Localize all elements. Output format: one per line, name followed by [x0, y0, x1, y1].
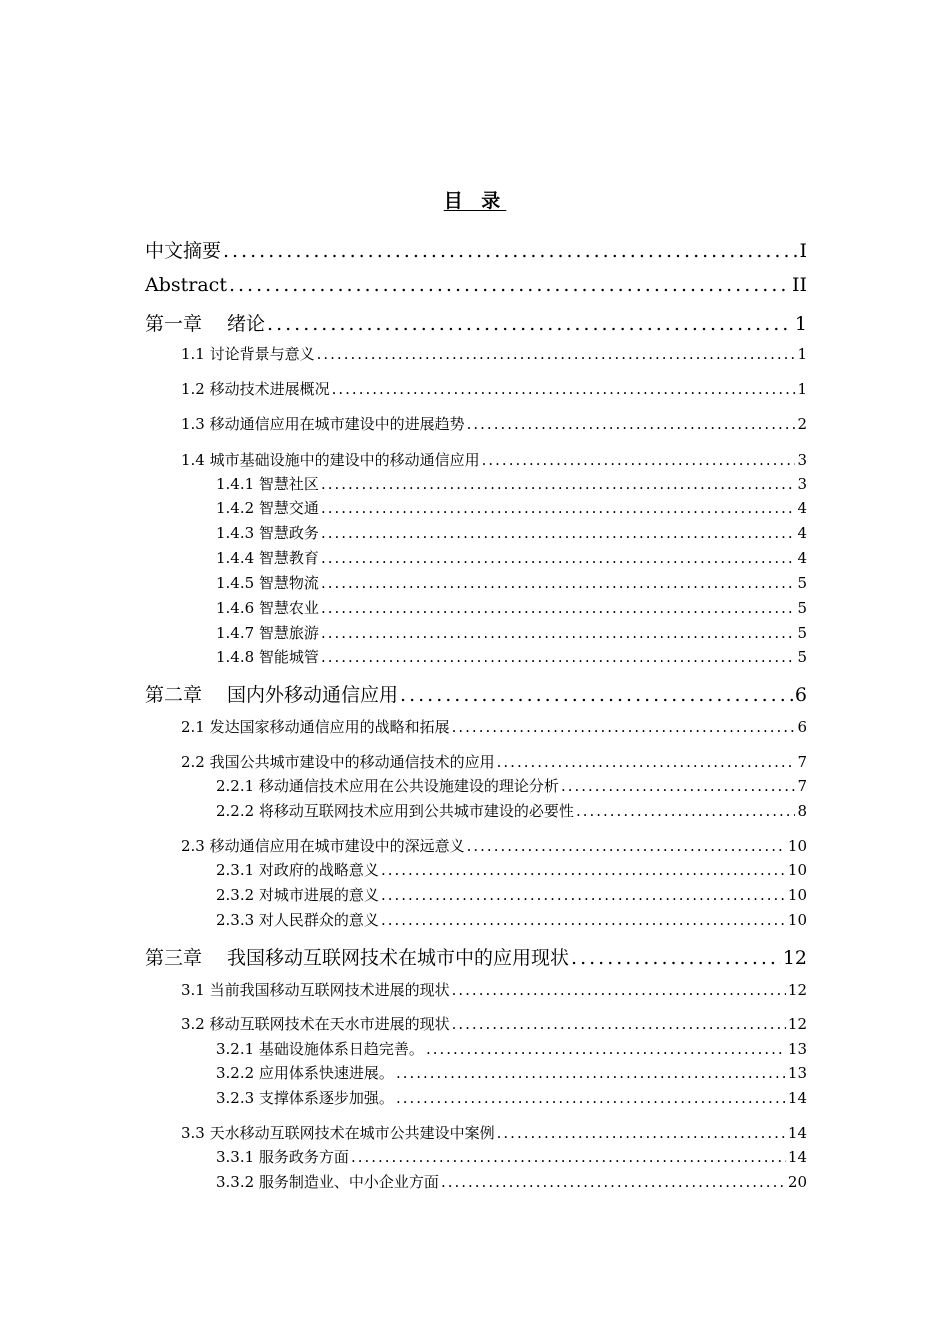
toc-entry-page: 3	[797, 451, 807, 469]
dot-leader	[400, 684, 793, 706]
dot-leader	[321, 499, 796, 517]
dot-leader	[497, 1124, 786, 1142]
toc-entry-page: 8	[797, 802, 807, 820]
toc-entry[interactable]	[181, 343, 807, 363]
toc-entry[interactable]	[216, 646, 807, 666]
toc-entry[interactable]	[216, 1146, 807, 1166]
toc-entry-page: 1	[797, 380, 807, 398]
toc-entry[interactable]	[216, 597, 807, 617]
toc-entry-label: 2.2.1 移动通信技术应用在公共设施建设的理论分析	[216, 777, 559, 795]
toc-entry-page: 14	[787, 1089, 807, 1107]
toc-entry[interactable]	[181, 449, 807, 469]
toc-entry-page: 10	[787, 861, 807, 879]
toc-entry-page: 4	[797, 499, 807, 517]
toc-entry-label: 1.4.3 智慧政务	[216, 524, 319, 542]
dot-leader	[467, 837, 786, 855]
toc-entry-page: 5	[797, 574, 807, 592]
toc-entry-page: 12	[787, 981, 807, 999]
dot-leader	[467, 415, 796, 433]
toc-entry[interactable]	[216, 884, 807, 904]
toc-entry[interactable]	[181, 378, 807, 398]
toc-entry-page: 13	[787, 1040, 807, 1058]
toc-entry[interactable]	[216, 547, 807, 567]
toc-entry[interactable]	[145, 309, 807, 335]
toc-entry[interactable]	[216, 859, 807, 879]
toc-entry-page: 7	[797, 777, 807, 795]
toc-entry-page: 3	[797, 475, 807, 493]
toc-entry[interactable]	[181, 835, 807, 855]
dot-leader	[396, 1064, 786, 1082]
toc-entry[interactable]	[181, 716, 807, 736]
toc-entry-label: 2.3 移动通信应用在城市建设中的深远意义	[181, 837, 465, 855]
toc-entry-label: 3.3.2 服务制造业、中小企业方面	[216, 1173, 439, 1191]
dot-leader	[497, 753, 796, 771]
toc-entry[interactable]	[145, 680, 807, 706]
dot-leader	[332, 380, 796, 398]
toc-entry-label: 1.4.6 智慧农业	[216, 599, 319, 617]
toc-entry-label: 3.2.2 应用体系快速进展。	[216, 1064, 394, 1082]
toc-entry-page: 7	[797, 753, 807, 771]
dot-leader	[229, 274, 790, 296]
toc-entry[interactable]	[216, 572, 807, 592]
toc-entry-label: 第三章 我国移动互联网技术在城市中的应用现状	[145, 947, 570, 969]
toc-entry[interactable]	[216, 800, 807, 820]
toc-entry-page: 10	[787, 911, 807, 929]
dot-leader	[267, 313, 793, 335]
toc-entry-page: 4	[797, 549, 807, 567]
toc-entry-page: 4	[797, 524, 807, 542]
dot-leader	[381, 861, 786, 879]
dot-leader	[321, 624, 796, 642]
toc-entry-page: 1	[794, 313, 807, 335]
dot-leader	[321, 574, 796, 592]
toc-entry-label: 2.1 发达国家移动通信应用的战略和拓展	[181, 718, 450, 736]
dot-leader	[381, 886, 786, 904]
toc-entry-label: 1.4.5 智慧物流	[216, 574, 319, 592]
page-title: 目 录	[443, 190, 507, 212]
toc-entry-label: 3.1 当前我国移动互联网技术进展的现状	[181, 981, 450, 999]
dot-leader	[321, 475, 796, 493]
toc-entry-label: 3.2.1 基础设施体系日趋完善。	[216, 1040, 424, 1058]
toc-entry[interactable]	[216, 909, 807, 929]
dot-leader	[321, 599, 796, 617]
toc-entry-label: 1.4.1 智慧社区	[216, 475, 319, 493]
toc-entry-label: 第一章 绪论	[145, 313, 266, 335]
dot-leader	[561, 777, 796, 795]
dot-leader	[396, 1089, 786, 1107]
dot-leader	[452, 981, 786, 999]
toc-entry-label: 1.4.8 智能城管	[216, 648, 319, 666]
toc-entry-page: II	[791, 274, 807, 296]
dot-leader	[452, 1015, 786, 1033]
toc-entry-label: 1.4 城市基础设施中的建设中的移动通信应用	[181, 451, 480, 469]
dot-leader	[576, 802, 796, 820]
toc-entry-page: 6	[797, 718, 807, 736]
toc-entry-label: 1.4.4 智慧教育	[216, 549, 319, 567]
toc-entry[interactable]	[181, 979, 807, 999]
toc-entry-label: 1.4.7 智慧旅游	[216, 624, 319, 642]
toc-entry-page: 20	[787, 1173, 807, 1191]
toc-entry-label: Abstract	[145, 274, 227, 296]
toc-entry-page: 5	[797, 648, 807, 666]
toc-entry-label: 1.1 讨论背景与意义	[181, 345, 315, 363]
dot-leader	[452, 718, 796, 736]
toc-entry[interactable]	[181, 1013, 807, 1033]
toc-entry[interactable]	[216, 1062, 807, 1082]
toc-entry-page: 10	[787, 837, 807, 855]
toc-entry-label: 3.2 移动互联网技术在天水市进展的现状	[181, 1015, 450, 1033]
toc-entry-page: 13	[787, 1064, 807, 1082]
toc-entry[interactable]	[216, 1171, 807, 1191]
toc-entry-label: 第二章 国内外移动通信应用	[145, 684, 399, 706]
toc-entry-page: 5	[797, 599, 807, 617]
toc-entry[interactable]	[145, 943, 807, 969]
dot-leader	[441, 1173, 786, 1191]
toc-entry[interactable]	[216, 497, 807, 517]
toc-entry-page: 10	[787, 886, 807, 904]
dot-leader	[321, 549, 796, 567]
toc-entry-label: 1.4.2 智慧交通	[216, 499, 319, 517]
toc-entry-page: 14	[787, 1124, 807, 1142]
toc-entry[interactable]	[145, 236, 807, 262]
toc-entry[interactable]	[216, 775, 807, 795]
dot-leader	[317, 345, 796, 363]
toc-entry-label: 2.3.2 对城市进展的意义	[216, 886, 379, 904]
toc-entry-label: 中文摘要	[145, 240, 222, 262]
toc-entry[interactable]	[181, 1122, 807, 1142]
toc-entry[interactable]	[216, 522, 807, 542]
toc-entry[interactable]	[181, 751, 807, 771]
toc-entry-label: 1.3 移动通信应用在城市建设中的进展趋势	[181, 415, 465, 433]
dot-leader	[321, 648, 796, 666]
toc-entry-label: 3.2.3 支撑体系逐步加强。	[216, 1089, 394, 1107]
dot-leader	[381, 911, 786, 929]
toc-entry[interactable]	[216, 1087, 807, 1107]
toc-entry[interactable]	[216, 1038, 807, 1058]
toc-entry-page: 1	[797, 345, 807, 363]
toc-entry[interactable]	[216, 622, 807, 642]
toc-entry-label: 2.2.2 将移动互联网技术应用到公共城市建设的必要性	[216, 802, 574, 820]
toc-entry-label: 2.2 我国公共城市建设中的移动通信技术的应用	[181, 753, 495, 771]
dot-leader	[426, 1040, 786, 1058]
toc-entry-page: 2	[797, 415, 807, 433]
toc-entry-page: I	[799, 240, 807, 262]
toc-entry-page: 5	[797, 624, 807, 642]
dot-leader	[321, 524, 796, 542]
dot-leader	[482, 451, 796, 469]
toc-entry-label: 3.3.1 服务政务方面	[216, 1148, 349, 1166]
toc-entry-label: 1.2 移动技术进展概况	[181, 380, 330, 398]
toc-entry[interactable]	[181, 413, 807, 433]
toc-entry-label: 2.3.3 对人民群众的意义	[216, 911, 379, 929]
toc-entry[interactable]	[216, 473, 807, 493]
dot-leader	[571, 947, 781, 969]
toc-entry-page: 12	[782, 947, 807, 969]
dot-leader	[223, 240, 797, 262]
toc-entry-label: 2.3.1 对政府的战略意义	[216, 861, 379, 879]
toc-entry[interactable]	[145, 274, 807, 300]
toc-entry-page: 6	[794, 684, 807, 706]
toc-entry-page: 12	[787, 1015, 807, 1033]
dot-leader	[351, 1148, 786, 1166]
toc-entry-label: 3.3 天水移动互联网技术在城市公共建设中案例	[181, 1124, 495, 1142]
toc-entry-page: 14	[787, 1148, 807, 1166]
